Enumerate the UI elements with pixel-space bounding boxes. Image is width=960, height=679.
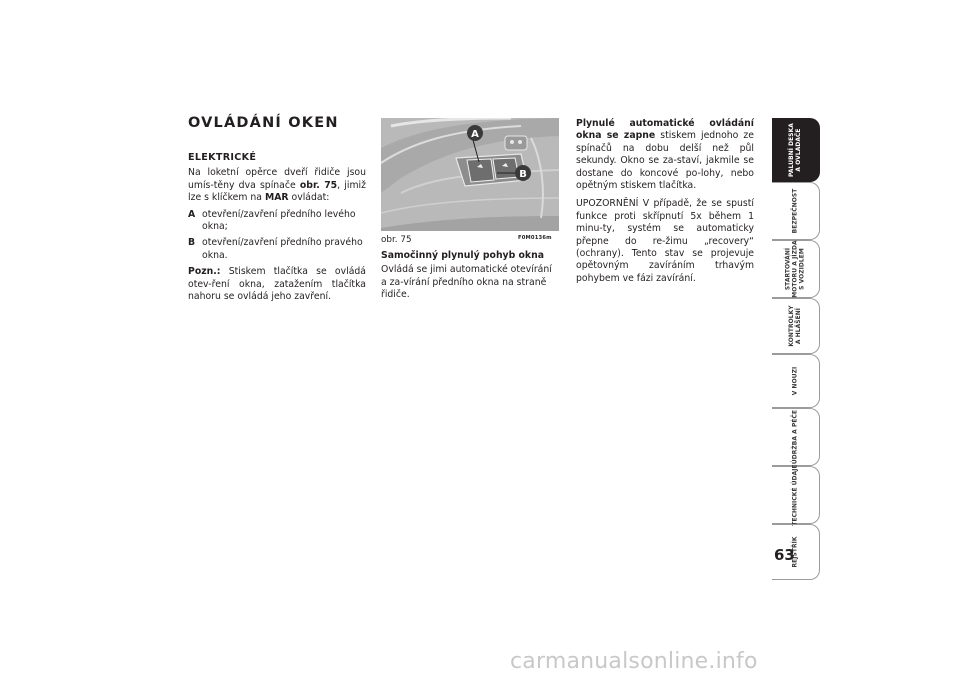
watermark: carmanualsonline.info [510,649,758,674]
figure-reference: obr. 75 [299,179,338,191]
tab-bezpecnost[interactable]: BEZPEČNOST [772,182,820,240]
figure-code: F0M0136m [518,235,552,241]
auto-mode-paragraph: Plynulé automatické ovládání okna se zapne stiskem jednoho ze spínačů na dobu delší než půl sekundy. Okno se za-staví, jakmile se dostane do koncové po-lohy, nebo opětným stiskem tlačítka. [576,118,755,192]
left-column [188,152,366,307]
window-switch-illustration [381,118,559,231]
middle-text: Ovládá se jimi automatické otevírání a za-vírání předního okna na straně řidiče. [381,264,552,301]
door-armrest-drawing [381,118,559,231]
tab-palubni-deska[interactable]: PALUBNÍ DESKA A OVLADAČE [772,118,820,182]
section-title: OVLÁDÁNÍ OKEN [188,115,339,131]
right-column [576,118,754,291]
item-letter: B [188,237,196,249]
key-position: MAR [264,192,289,204]
tab-technicke-udaje[interactable]: TECHNICKÉ ÚDAJE [772,466,820,524]
tab-startovani[interactable]: STARTOVÁNÍ MOTORU A JÍZDA S VOZIDLEM [772,240,820,298]
subheading: ELEKTRICKÉ [188,152,257,163]
middle-column [381,250,559,302]
list-item-b [188,237,366,262]
callout-b-label: B [519,169,527,180]
warning-paragraph: UPOZORNĚNÍ V případě, že se spustí funkce proti skřípnutí 5x během 1 minu-ty, systém se automaticky přepne do re-žimu „recovery“ (ochrany). Tento stav se projevuje opětovným zavíráním trhavým pohybem ve fázi zavírání. [576,198,754,284]
tab-udrzba[interactable]: ÚDRŽBA A PÉČE [772,408,820,466]
item-text: otevření/zavření předního levého okna; [202,208,356,233]
note-paragraph: Pozn.: Stiskem tlačítka se ovládá otev-ření okna, zatažením tlačítka nahoru se ovládá jeho zavření. [188,266,366,303]
intro-paragraph: Na loketní opěrce dveří řidiče jsou umís-těny dva spínače obr. 75, jimiž lze s klíčkem na MAR ovládat: [188,167,366,204]
item-letter: A [188,208,196,220]
note-label: Pozn.: [188,266,221,278]
tab-v-nouzi[interactable]: V NOUZI [772,354,820,408]
tab-kontrolky[interactable]: KONTROLKY A HLÁŠENÍ [772,298,820,354]
figure-caption: obr. 75 [381,235,412,245]
middle-heading: Samočinný plynulý pohyb okna [381,250,544,261]
list-item-a [188,209,366,234]
item-text: otevření/zavření předního pravého okna. [202,237,363,261]
callout-a-label: A [471,129,479,140]
tab-rejstrik[interactable]: REJSTŘÍK [772,524,820,580]
auto-mode-bold: Plynulé automatické ovládání okna se zapne [576,118,754,142]
page-number: 63 [774,546,795,564]
